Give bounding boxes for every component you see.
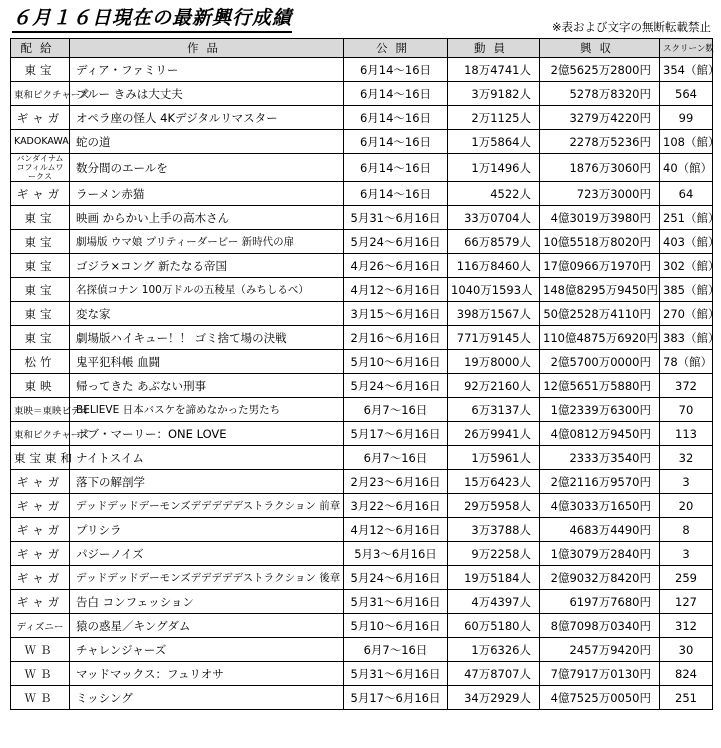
distributor-cell: ギャガ	[11, 182, 70, 206]
title-cell: 蛇の道	[70, 130, 344, 154]
revenue-cell: 5278万8320円	[540, 82, 660, 106]
title-cell: 数分間のエールを	[70, 154, 344, 182]
screens-cell: 251（館）	[660, 206, 713, 230]
table-row	[11, 542, 713, 566]
table-row	[11, 374, 713, 398]
revenue-cell: 4億0812万9450円	[540, 422, 660, 446]
revenue-cell: 2333万3540円	[540, 446, 660, 470]
admissions-cell: 1万5864人	[448, 130, 540, 154]
admissions-cell: 26万9941人	[448, 422, 540, 446]
period-cell: 6月14〜16日	[344, 154, 448, 182]
screens-cell: 270（館）	[660, 302, 713, 326]
title-cell: 映画 からかい上手の高木さん	[70, 206, 344, 230]
distributor-cell: 東宝東和	[11, 446, 70, 470]
period-cell: 4月12〜6月16日	[344, 278, 448, 302]
period-cell: 3月22〜6月16日	[344, 494, 448, 518]
table-row	[11, 686, 713, 710]
title-cell: 猿の惑星／キングダム	[70, 614, 344, 638]
revenue-cell: 4億7525万0050円	[540, 686, 660, 710]
revenue-cell: 4683万4490円	[540, 518, 660, 542]
period-cell: 6月7〜16日	[344, 638, 448, 662]
screens-cell: 30	[660, 638, 713, 662]
revenue-cell: 2億5700万0000円	[540, 350, 660, 374]
period-cell: 6月14〜16日	[344, 130, 448, 154]
title-cell: 名探偵コナン 100万ドルの五稜星（みちしるべ）	[70, 278, 344, 302]
revenue-cell: 1億2339万6300円	[540, 398, 660, 422]
revenue-cell: 2278万5236円	[540, 130, 660, 154]
revenue-cell: 6197万7680円	[540, 590, 660, 614]
revenue-cell: 2億2116万9570円	[540, 470, 660, 494]
period-cell: 6月14〜16日	[344, 106, 448, 130]
title-cell: ミッシング	[70, 686, 344, 710]
screens-cell: 824	[660, 662, 713, 686]
distributor-cell: ＷＢ	[11, 686, 70, 710]
screens-cell: 99	[660, 106, 713, 130]
screens-cell: 302（館）	[660, 254, 713, 278]
distributor-cell: ギャガ	[11, 566, 70, 590]
table-row	[11, 254, 713, 278]
table-row	[11, 154, 713, 182]
admissions-cell: 15万6423人	[448, 470, 540, 494]
admissions-cell: 92万2160人	[448, 374, 540, 398]
distributor-cell: 東映	[11, 374, 70, 398]
title-cell: プリシラ	[70, 518, 344, 542]
title-cell: 劇場版 ウマ娘 プリティーダービー 新時代の扉	[70, 230, 344, 254]
title-cell: 帰ってきた あぶない刑事	[70, 374, 344, 398]
header-admissions: 動員	[448, 39, 540, 58]
title-cell: ブルー きみは大丈夫	[70, 82, 344, 106]
title-cell: マッドマックス：フュリオサ	[70, 662, 344, 686]
title-cell: デッドデッドデーモンズデデデデデストラクション 後章	[70, 566, 344, 590]
screens-cell: 8	[660, 518, 713, 542]
screens-cell: 108（館）	[660, 130, 713, 154]
table-row	[11, 422, 713, 446]
revenue-cell: 110億4875万6920円	[540, 326, 660, 350]
table-row	[11, 302, 713, 326]
period-cell: 6月7〜16日	[344, 446, 448, 470]
title-cell: 劇場版ハイキュー！！ ゴミ捨て場の決戦	[70, 326, 344, 350]
distributor-cell: ギャガ	[11, 590, 70, 614]
screens-cell: 40（館）	[660, 154, 713, 182]
title-cell: デッドデッドデーモンズデデデデデストラクション 前章	[70, 494, 344, 518]
revenue-cell: 3279万4220円	[540, 106, 660, 130]
header-opening: 公開	[344, 39, 448, 58]
table-header-row	[11, 39, 713, 58]
distributor-cell: 東宝	[11, 254, 70, 278]
revenue-cell: 10億5518万8020円	[540, 230, 660, 254]
revenue-cell: 1億3079万2840円	[540, 542, 660, 566]
revenue-cell: 2億9032万8420円	[540, 566, 660, 590]
distributor-cell: ギャガ	[11, 494, 70, 518]
admissions-cell: 1万1496人	[448, 154, 540, 182]
screens-cell: 64	[660, 182, 713, 206]
screens-cell: 20	[660, 494, 713, 518]
period-cell: 5月31〜6月16日	[344, 206, 448, 230]
distributor-cell: ギャガ	[11, 470, 70, 494]
revenue-cell: 148億8295万9450円	[540, 278, 660, 302]
revenue-cell: 2億5625万2800円	[540, 58, 660, 82]
header-distributor: 配給	[11, 39, 70, 58]
distributor-cell: ギャガ	[11, 106, 70, 130]
title-cell: 鬼平犯科帳 血闘	[70, 350, 344, 374]
period-cell: 6月7〜16日	[344, 398, 448, 422]
screens-cell: 385（館）	[660, 278, 713, 302]
period-cell: 6月14〜16日	[344, 182, 448, 206]
box-office-table	[10, 38, 720, 710]
revenue-cell: 50億2528万4110円	[540, 302, 660, 326]
distributor-cell: ギャガ	[11, 542, 70, 566]
distributor-cell: バンダイナムコフィルムワークス	[11, 154, 70, 182]
distributor-cell: 東宝	[11, 58, 70, 82]
revenue-cell: 1876万3060円	[540, 154, 660, 182]
title-cell: ボブ・マーリー：ONE LOVE	[70, 422, 344, 446]
table-row	[11, 662, 713, 686]
revenue-cell: 17億0966万1970円	[540, 254, 660, 278]
admissions-cell: 19万5184人	[448, 566, 540, 590]
screens-cell: 564	[660, 82, 713, 106]
admissions-cell: 771万9145人	[448, 326, 540, 350]
table-row	[11, 106, 713, 130]
table-row	[11, 278, 713, 302]
screens-cell: 113	[660, 422, 713, 446]
table-row	[11, 182, 713, 206]
admissions-cell: 29万5958人	[448, 494, 540, 518]
period-cell: 6月14〜16日	[344, 82, 448, 106]
period-cell: 5月10〜6月16日	[344, 350, 448, 374]
screens-cell: 403（館）	[660, 230, 713, 254]
admissions-cell: 19万8000人	[448, 350, 540, 374]
admissions-cell: 18万4741人	[448, 58, 540, 82]
period-cell: 3月15〜6月16日	[344, 302, 448, 326]
period-cell: 5月31〜6月16日	[344, 590, 448, 614]
revenue-cell: 4億3019万3980円	[540, 206, 660, 230]
period-cell: 2月16〜6月16日	[344, 326, 448, 350]
period-cell: 5月10〜6月16日	[344, 614, 448, 638]
title-cell: 落下の解剖学	[70, 470, 344, 494]
table-row	[11, 130, 713, 154]
admissions-cell: 1万6326人	[448, 638, 540, 662]
period-cell: 5月17〜6月16日	[344, 686, 448, 710]
admissions-cell: 4522人	[448, 182, 540, 206]
period-cell: 5月24〜6月16日	[344, 230, 448, 254]
distributor-cell: 東宝	[11, 278, 70, 302]
header-revenue: 興収	[540, 39, 660, 58]
admissions-cell: 1万5961人	[448, 446, 540, 470]
admissions-cell: 34万2929人	[448, 686, 540, 710]
distributor-cell: KADOKAWA	[11, 130, 70, 154]
distributor-cell: 東映＝東映ビデオ	[11, 398, 70, 422]
title-cell: 変な家	[70, 302, 344, 326]
admissions-cell: 60万5180人	[448, 614, 540, 638]
revenue-cell: 12億5651万5880円	[540, 374, 660, 398]
table-body	[11, 58, 720, 710]
table-row	[11, 326, 713, 350]
distributor-cell: 東宝	[11, 302, 70, 326]
distributor-cell: 東宝	[11, 326, 70, 350]
period-cell: 4月26〜6月16日	[344, 254, 448, 278]
admissions-cell: 6万3137人	[448, 398, 540, 422]
distributor-cell: 東和ピクチャーズ	[11, 422, 70, 446]
table-row	[11, 470, 713, 494]
period-cell: 4月12〜6月16日	[344, 518, 448, 542]
table-row	[11, 446, 713, 470]
title-cell: パジーノイズ	[70, 542, 344, 566]
admissions-cell: 398万1567人	[448, 302, 540, 326]
screens-cell: 32	[660, 446, 713, 470]
table-row	[11, 230, 713, 254]
admissions-cell: 66万8579人	[448, 230, 540, 254]
title-cell: 告白 コンフェッション	[70, 590, 344, 614]
header-title: 作品	[70, 39, 344, 58]
screens-cell: 78（館）	[660, 350, 713, 374]
admissions-cell: 3万9182人	[448, 82, 540, 106]
table-row	[11, 638, 713, 662]
table-row	[11, 566, 713, 590]
table-row	[11, 518, 713, 542]
period-cell: 5月24〜6月16日	[344, 566, 448, 590]
distributor-cell: ＷＢ	[11, 638, 70, 662]
table-row	[11, 206, 713, 230]
table-row	[11, 58, 713, 82]
admissions-cell: 1040万1593人	[448, 278, 540, 302]
period-cell: 6月14〜16日	[344, 58, 448, 82]
admissions-cell: 2万1125人	[448, 106, 540, 130]
table-row	[11, 350, 713, 374]
title-cell: オペラ座の怪人 4Kデジタルリマスター	[70, 106, 344, 130]
screens-cell: 3	[660, 470, 713, 494]
distributor-cell: 松竹	[11, 350, 70, 374]
distributor-cell: 東宝	[11, 230, 70, 254]
screens-cell: 354（館）	[660, 58, 713, 82]
admissions-cell: 9万2258人	[448, 542, 540, 566]
distributor-cell: ＷＢ	[11, 662, 70, 686]
copyright-notice: ※表および文字の無断転載禁止	[551, 20, 711, 34]
period-cell: 2月23〜6月16日	[344, 470, 448, 494]
revenue-cell: 8億7098万0340円	[540, 614, 660, 638]
distributor-cell: 東宝	[11, 206, 70, 230]
period-cell: 5月17〜6月16日	[344, 422, 448, 446]
admissions-cell: 3万3788人	[448, 518, 540, 542]
screens-cell: 70	[660, 398, 713, 422]
title-cell: ナイトスイム	[70, 446, 344, 470]
screens-cell: 127	[660, 590, 713, 614]
title-cell: ゴジラ×コング 新たなる帝国	[70, 254, 344, 278]
distributor-cell: 東和ピクチャーズ	[11, 82, 70, 106]
screens-cell: 312	[660, 614, 713, 638]
table-row	[11, 590, 713, 614]
screens-cell: 383（館）	[660, 326, 713, 350]
admissions-cell: 47万8707人	[448, 662, 540, 686]
table-row	[11, 494, 713, 518]
period-cell: 5月24〜6月16日	[344, 374, 448, 398]
period-cell: 5月31〜6月16日	[344, 662, 448, 686]
revenue-cell: 2457万9420円	[540, 638, 660, 662]
title-cell: BELIEVE 日本バスケを諦めなかった男たち	[70, 398, 344, 422]
admissions-cell: 33万0704人	[448, 206, 540, 230]
header-screens: スクリーン数	[660, 39, 713, 58]
title-cell: チャレンジャーズ	[70, 638, 344, 662]
screens-cell: 251	[660, 686, 713, 710]
period-cell: 5月3〜6月16日	[344, 542, 448, 566]
title-cell: ディア・ファミリー	[70, 58, 344, 82]
screens-cell: 259	[660, 566, 713, 590]
screens-cell: 3	[660, 542, 713, 566]
revenue-cell: 7億7917万0130円	[540, 662, 660, 686]
revenue-cell: 4億3033万1650円	[540, 494, 660, 518]
table-row	[11, 614, 713, 638]
page-title: ６月１６日現在の最新興行成績	[12, 6, 292, 33]
screens-cell: 372	[660, 374, 713, 398]
distributor-cell: ディズニー	[11, 614, 70, 638]
title-cell: ラーメン赤猫	[70, 182, 344, 206]
table-row	[11, 82, 713, 106]
admissions-cell: 116万8460人	[448, 254, 540, 278]
revenue-cell: 723万3000円	[540, 182, 660, 206]
table-row	[11, 398, 713, 422]
distributor-cell: ギャガ	[11, 518, 70, 542]
admissions-cell: 4万4397人	[448, 590, 540, 614]
